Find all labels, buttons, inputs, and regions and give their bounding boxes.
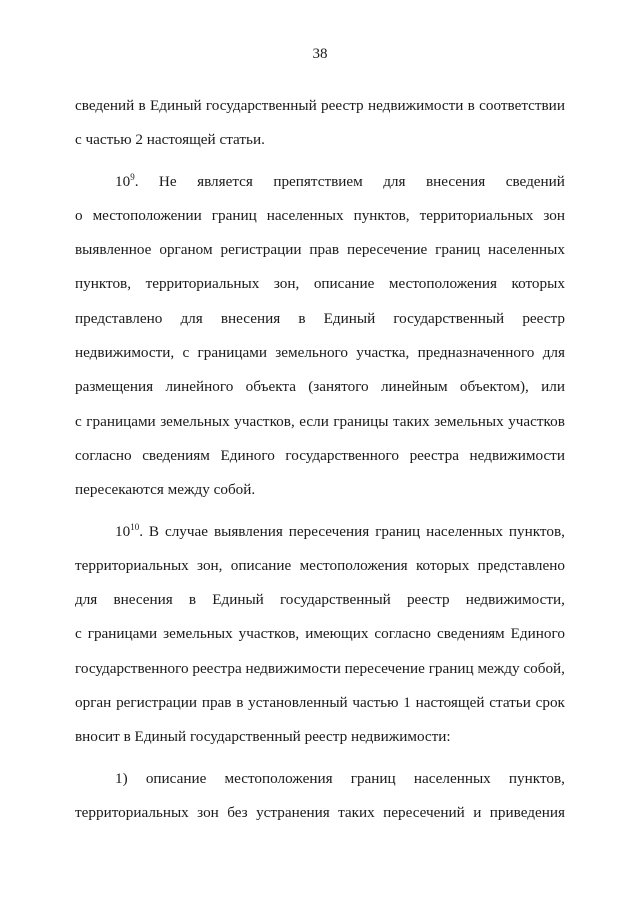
text-line (75, 617, 565, 651)
word: регистрации (116, 694, 198, 712)
word: пересечение (346, 241, 428, 259)
word: участков, (234, 412, 295, 430)
word: пересечений (383, 803, 465, 821)
word: без (227, 803, 248, 821)
word: установленный (248, 694, 348, 712)
text-line (75, 762, 565, 796)
word: для (75, 591, 98, 609)
word: настоящей (415, 694, 485, 712)
word: вносит (75, 728, 124, 746)
paragraph-gap (75, 158, 565, 165)
word: в (188, 591, 197, 609)
word: территориальных (145, 275, 260, 293)
paragraph-number: 10 (115, 172, 131, 190)
paragraph (75, 762, 565, 831)
word: которых (511, 275, 565, 293)
word: Единый (212, 591, 264, 609)
text-line (75, 473, 565, 507)
word: регистрации (220, 241, 302, 259)
word: объектом), (459, 378, 529, 396)
word: 1 (403, 694, 411, 712)
word: $10^9$. (115, 171, 139, 190)
text-line (75, 165, 565, 199)
text-line (75, 123, 565, 157)
word: границ (435, 241, 481, 259)
word: прав (309, 241, 340, 259)
word: местоположения (224, 769, 333, 787)
word: государственный (279, 591, 391, 609)
word: или (541, 378, 565, 396)
word: внесения (220, 309, 281, 327)
word: выявленное (75, 241, 152, 259)
word: реестра (409, 446, 459, 464)
text-line (75, 199, 565, 233)
word: настоящей (146, 131, 220, 149)
word: (занятого (308, 378, 369, 396)
word: земельных (434, 412, 504, 430)
word: реестр (304, 728, 352, 746)
text-line (75, 439, 565, 473)
word: для (542, 344, 565, 362)
word: недвижимости (469, 446, 565, 464)
word: частью (352, 694, 399, 712)
word: участков, (238, 625, 300, 643)
text-line (75, 405, 565, 439)
word: в (236, 694, 244, 712)
word: случае (164, 522, 209, 540)
word: $10^{10}$. (115, 521, 143, 540)
word: сведений (75, 97, 135, 114)
word: в (138, 97, 146, 114)
document-body (75, 89, 565, 830)
word: 1) (115, 769, 128, 787)
word: границ (211, 206, 257, 224)
page-number: 38 (312, 46, 328, 62)
text-line (75, 549, 565, 583)
word: пунктов, (508, 522, 565, 540)
word: границ (350, 769, 396, 787)
word: с (75, 625, 82, 643)
word: реестр (321, 97, 364, 114)
word: объекта (245, 378, 296, 396)
paragraph-number-superscript: 10 (130, 521, 140, 532)
word: которых (415, 556, 470, 574)
word: земельного (275, 344, 348, 362)
word: недвижимости, (465, 591, 565, 609)
word: зон (543, 206, 565, 224)
word: сведений (505, 172, 565, 190)
word: Единый (134, 728, 190, 746)
word: описание (313, 275, 375, 293)
word: прав (201, 694, 232, 712)
paragraph (75, 165, 565, 508)
paragraph-gap (75, 755, 565, 762)
word: о (75, 206, 83, 224)
text-line (75, 267, 565, 301)
word: таких (338, 803, 375, 821)
word: орган (75, 694, 112, 712)
word: в (467, 97, 475, 114)
word: в (123, 728, 135, 746)
word: описание (230, 556, 292, 574)
word: и (473, 803, 482, 821)
word: реестр (406, 591, 450, 609)
word: пунктов, (508, 769, 565, 787)
word: внесения (425, 172, 486, 190)
word: внесения (113, 591, 173, 609)
word: Не (158, 172, 177, 190)
text-line (75, 583, 565, 617)
word: Единого (510, 625, 565, 643)
word: государственного (75, 659, 189, 677)
paragraph (75, 89, 565, 158)
word: территориальных (75, 803, 189, 821)
word: границ (428, 659, 474, 677)
word: границами (86, 412, 156, 430)
word: населенных (488, 241, 565, 259)
word: является (197, 172, 253, 190)
word: пересечение (344, 659, 425, 677)
word: недвижимости, (75, 344, 175, 362)
text-line (75, 89, 565, 123)
word: с (182, 344, 190, 362)
text-line (75, 686, 565, 720)
text-line (75, 515, 565, 549)
word: размещения (75, 378, 154, 396)
text-line (75, 796, 565, 830)
paragraph (75, 515, 565, 755)
word: В (148, 522, 160, 540)
word: сведениям (436, 625, 505, 643)
word: имеющих (305, 625, 369, 643)
paragraph-gap (75, 508, 565, 515)
word: населенных (266, 206, 344, 224)
word: населенных (413, 769, 491, 787)
word: зон, (197, 556, 223, 574)
word: срок (535, 694, 565, 712)
text-line (75, 720, 565, 754)
word: пунктов, (75, 275, 132, 293)
word: границами (87, 625, 158, 643)
paragraph-number: 10 (115, 522, 131, 540)
word: собой. (213, 481, 256, 499)
word: государственного (285, 446, 399, 464)
word: местоположения (299, 556, 408, 574)
word: устранения (256, 803, 330, 821)
word: реестра (192, 659, 242, 677)
word: Единого (220, 446, 275, 464)
word: между (167, 481, 214, 499)
word: территориальных (75, 556, 189, 574)
word: линейного (165, 378, 234, 396)
word: представлено (75, 309, 163, 327)
word: статьи. (219, 131, 265, 149)
word: 2 (135, 131, 147, 149)
word: представлено (477, 556, 565, 574)
word: государственный (205, 97, 317, 114)
word: пересечения (288, 522, 370, 540)
word: недвижимости (367, 97, 464, 114)
word: соответствии (479, 97, 565, 114)
word: в (298, 309, 306, 327)
word: участка, (356, 344, 410, 362)
word: Единый (323, 309, 376, 327)
word: государственный (189, 728, 305, 746)
word: Единый (149, 97, 202, 114)
word: государственный (393, 309, 505, 327)
word: местоположения (388, 275, 497, 293)
text-line (75, 233, 565, 267)
word: линейным (380, 378, 448, 396)
paragraph-number-superscript: 9 (130, 171, 135, 182)
word: участков (508, 412, 565, 430)
word: препятствием (273, 172, 363, 190)
word: границами (197, 344, 267, 362)
word: местоположении (92, 206, 202, 224)
text-line (75, 336, 565, 370)
word: для (383, 172, 406, 190)
text-line (75, 652, 565, 686)
word: зон, (273, 275, 300, 293)
word: органом (159, 241, 213, 259)
word: выявления (213, 522, 283, 540)
word: собой, (523, 659, 565, 677)
word: с (75, 412, 82, 430)
word: пересекаются (75, 481, 168, 499)
word: приведения (489, 803, 565, 821)
word: территориальных (419, 206, 534, 224)
word: согласно (374, 625, 431, 643)
word: реестр (522, 309, 565, 327)
word: пунктов, (353, 206, 410, 224)
word: сведениям (142, 446, 210, 464)
word: зон (197, 803, 219, 821)
word: статьи (489, 694, 531, 712)
text-line (75, 370, 565, 404)
word: между (477, 659, 520, 677)
word: населенных (426, 522, 503, 540)
text-line (75, 302, 565, 336)
word: границы (333, 412, 389, 430)
word: границ (375, 522, 421, 540)
word: предназначенного (417, 344, 535, 362)
word: таких (392, 412, 430, 430)
word: согласно (75, 446, 132, 464)
word: для (180, 309, 203, 327)
word: частью (85, 131, 136, 149)
word: недвижимости: (351, 728, 451, 746)
word: описание (145, 769, 207, 787)
word: земельных (160, 412, 230, 430)
word: недвижимости (245, 659, 341, 677)
word: с (75, 131, 86, 149)
word: земельных (163, 625, 233, 643)
word: если (299, 412, 329, 430)
